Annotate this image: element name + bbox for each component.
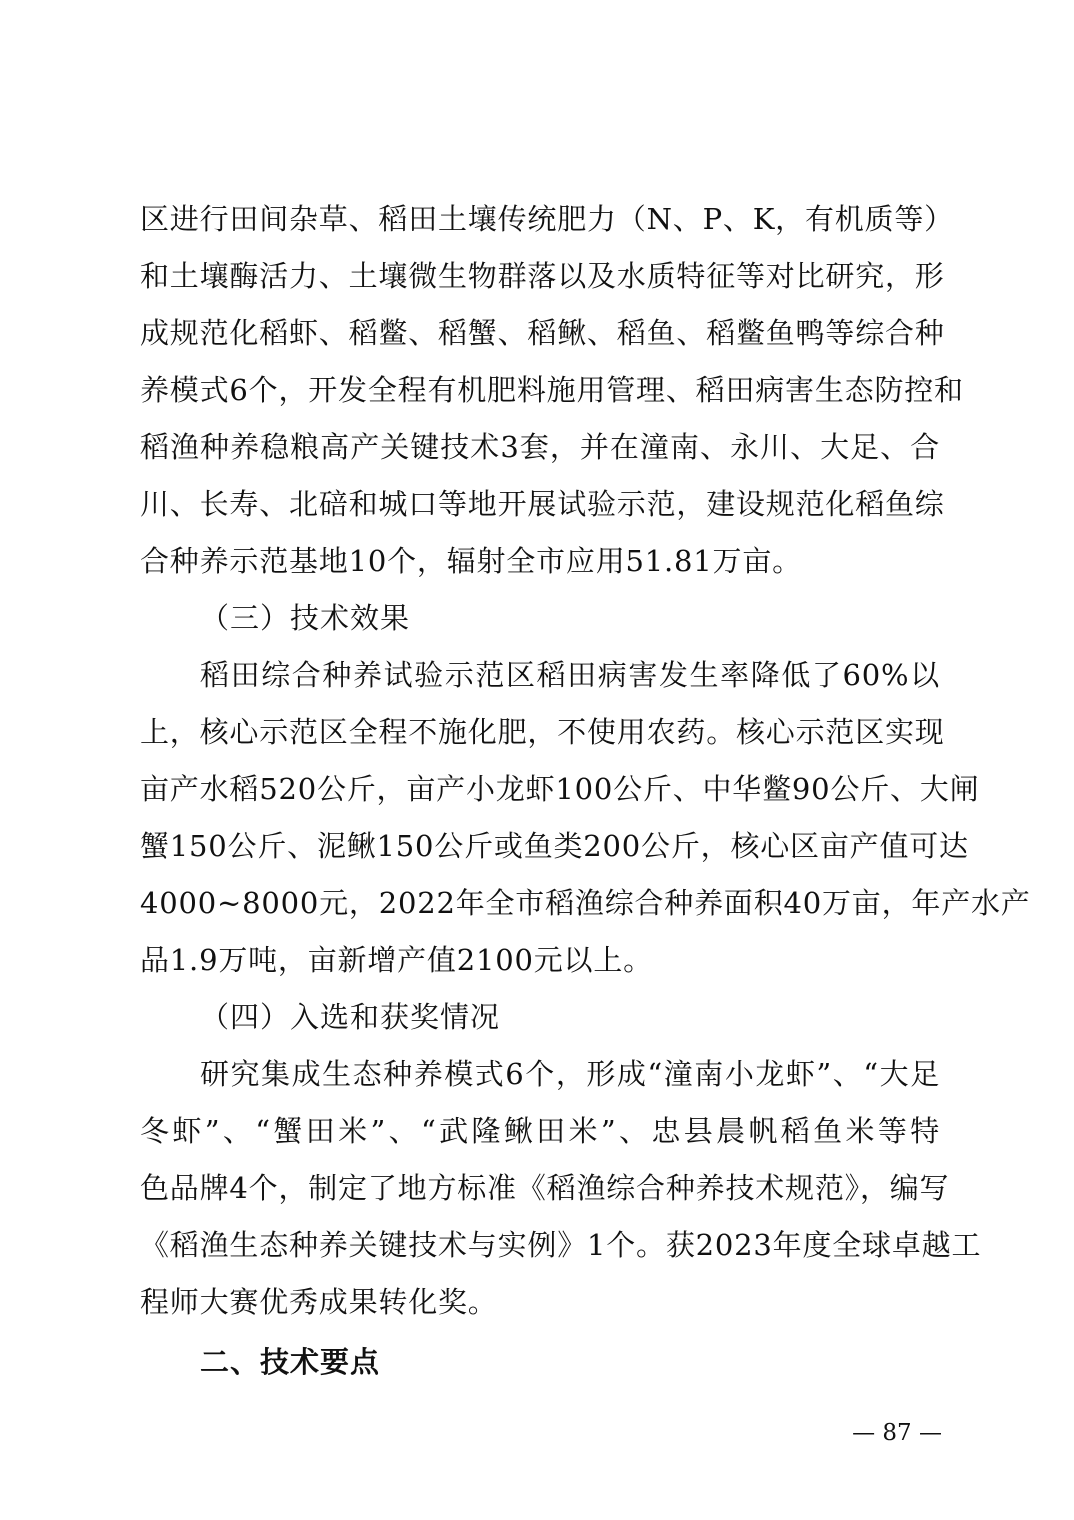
body-text-line: 程师大赛优秀成果转化奖。 [140, 1285, 498, 1319]
body-text-line: 蟹150公斤、泥鳅150公斤或鱼类200公斤，核心区亩产值可达 [140, 829, 969, 863]
body-text-line: 区进行田间杂草、稻田土壤传统肥力（N、P、K，有机质等） [140, 202, 954, 236]
body-text-line: 《稻渔生态种养关键技术与实例》1个。获2023年度全球卓越工 [140, 1228, 982, 1262]
body-text-line: 亩产水稻520公斤，亩产小龙虾100公斤、中华鳖90公斤、大闸 [140, 772, 980, 806]
section-title-key-points: 二、技术要点 [200, 1345, 381, 1379]
body-text-line: 和土壤酶活力、土壤微生物群落以及水质特征等对比研究，形 [140, 259, 945, 293]
section-heading-effects: （三）技术效果 [200, 601, 411, 635]
body-text-line: 研究集成生态种养模式6个，形成“潼南小龙虾”、“大足 [200, 1057, 940, 1091]
body-text-line: 上，核心示范区全程不施化肥，不使用农药。核心示范区实现 [140, 715, 945, 749]
body-text-line: 合种养示范基地10个，辐射全市应用51.81万亩。 [140, 544, 802, 578]
section-heading-awards: （四）入选和获奖情况 [200, 1000, 501, 1034]
body-text-line: 成规范化稻虾、稻鳖、稻蟹、稻鳅、稻鱼、稻鳖鱼鸭等综合种 [140, 316, 945, 350]
body-text-line: 养模式6个，开发全程有机肥料施用管理、稻田病害生态防控和 [140, 373, 964, 407]
body-text-line: 色品牌4个，制定了地方标准《稻渔综合种养技术规范》，编写 [140, 1171, 950, 1205]
body-text-line: 4000~8000元，2022年全市稻渔综合种养面积40万亩，年产水产 [140, 886, 1031, 920]
body-text-line: 川、长寿、北碚和城口等地开展试验示范，建设规范化稻鱼综 [140, 487, 945, 521]
page-number: — 87 — [852, 1420, 942, 1446]
body-text-line: 冬虾”、“蟹田米”、“武隆鳅田米”、忠县晨帆稻鱼米等特 [140, 1114, 940, 1148]
body-text-line: 稻渔种养稳粮高产关键技术3套，并在潼南、永川、大足、合 [140, 430, 940, 464]
body-text-line: 稻田综合种养试验示范区稻田病害发生率降低了60%以 [200, 658, 940, 692]
body-text-line: 品1.9万吨，亩新增产值2100元以上。 [140, 943, 653, 977]
